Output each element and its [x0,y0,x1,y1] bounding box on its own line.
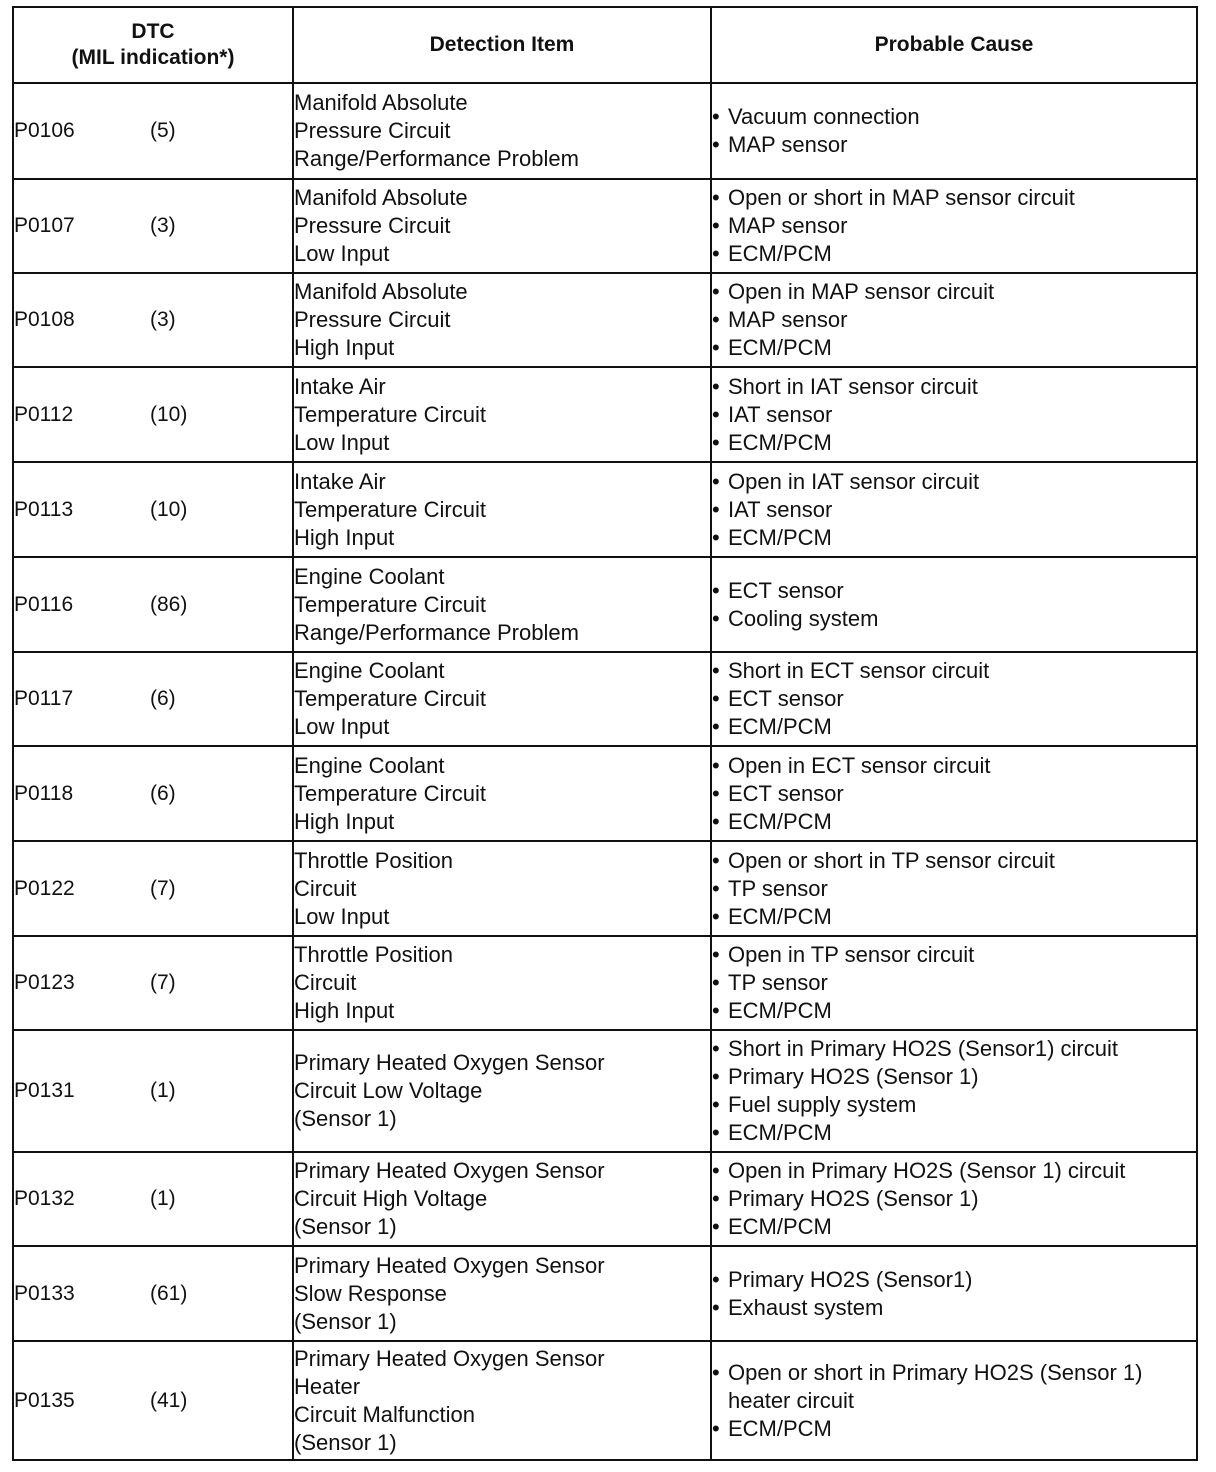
dtc-code: P0122 [14,876,75,900]
detection-item-line: Pressure Circuit [294,307,451,332]
probable-cause-item: • Open in IAT sensor circuit [712,468,1196,496]
probable-cause-list [712,941,1196,1025]
probable-cause-item: • ECM/PCM [712,240,1196,268]
probable-cause-item: • MAP sensor [712,131,1196,159]
dtc-cell [13,936,293,1030]
table-row [13,1030,1197,1152]
detection-item-cell [293,273,711,367]
detection-item-cell [293,936,711,1030]
probable-cause-item: • ECM/PCM [712,713,1196,741]
mil-indication: (6) [150,687,176,710]
probable-cause-item: • IAT sensor [712,496,1196,524]
mil-indication: (61) [150,1281,188,1305]
table-row [13,841,1197,936]
table-row [13,83,1197,179]
detection-item-line: (Sensor 1) [294,1214,397,1239]
dtc-header-line2: (MIL indication*) [71,46,235,69]
probable-cause-item: • Open in Primary HO2S (Sensor 1) circuit [712,1157,1196,1185]
probable-cause-cell [711,557,1197,652]
detection-item-cell [293,83,711,179]
probable-cause-list [712,577,1196,633]
mil-indication: (7) [150,971,176,994]
mil-indication: (6) [150,781,176,805]
detection-item-line: Low Input [294,429,390,455]
detection-item-line: Manifold Absolute [294,279,468,304]
table-row [13,557,1197,652]
probable-cause-item: • ECM/PCM [712,1415,1196,1443]
probable-cause-item: • ECM/PCM [712,334,1196,362]
detection-item-line: High Input [294,808,395,834]
cause-column-header: Probable Cause [711,7,1197,83]
detection-item-cell [293,1341,711,1460]
detection-item-line: Temperature Circuit [294,496,486,522]
detection-item-cell [293,557,711,652]
probable-cause-cell [711,841,1197,936]
mil-indication: (5) [150,119,176,142]
probable-cause-cell [711,1152,1197,1246]
probable-cause-item: • Short in Primary HO2S (Sensor1) circuit [712,1035,1196,1063]
detection-item-cell [293,1152,711,1246]
probable-cause-item: • Short in ECT sensor circuit [712,657,1196,685]
detection-item-line: Heater [294,1373,361,1399]
mil-indication: (3) [150,214,176,237]
dtc-code: P0123 [14,971,75,994]
detection-item-line: Temperature Circuit [294,780,486,806]
probable-cause-item: • Short in IAT sensor circuit [712,373,1196,401]
probable-cause-item: • Open or short in MAP sensor circuit [712,184,1196,212]
dtc-code: P0116 [14,592,74,616]
probable-cause-item: • Open or short in TP sensor circuit [712,847,1196,875]
probable-cause-item: • Open in TP sensor circuit [712,941,1196,969]
detection-item-line: Primary Heated Oxygen Sensor [294,1158,605,1183]
probable-cause-item: • Primary HO2S (Sensor1) [712,1266,1196,1294]
detection-item-line: Slow Response [294,1280,447,1306]
detection-item-line: Engine Coolant [294,658,445,683]
dtc-code: P0135 [14,1388,75,1412]
detection-item-line: High Input [294,998,395,1023]
probable-cause-cell [711,1246,1197,1341]
table-row [13,367,1197,462]
table-row [13,652,1197,746]
probable-cause-cell [711,1030,1197,1152]
mil-indication: (41) [150,1388,188,1412]
probable-cause-item: • ECT sensor [712,577,1196,605]
probable-cause-list [712,103,1196,159]
probable-cause-item: • Open in MAP sensor circuit [712,278,1196,306]
detection-item-line: Circuit Malfunction [294,1401,475,1427]
probable-cause-list [712,1035,1196,1147]
probable-cause-item: • TP sensor [712,969,1196,997]
probable-cause-item: • IAT sensor [712,401,1196,429]
probable-cause-item: • ECT sensor [712,685,1196,713]
detection-item-cell [293,746,711,841]
detection-item-line: Engine Coolant [294,563,445,589]
table-row [13,746,1197,841]
probable-cause-item: • TP sensor [712,875,1196,903]
dtc-cell [13,83,293,179]
detection-item-line: Circuit [294,875,357,901]
detection-column-header: Detection Item [293,7,711,83]
probable-cause-list [712,278,1196,362]
mil-indication: (1) [150,1079,176,1102]
table-body [13,83,1197,1460]
detection-item-line: Temperature Circuit [294,401,486,427]
detection-item-line: Circuit High Voltage [294,1186,488,1211]
probable-cause-item: • ECM/PCM [712,808,1196,836]
detection-item-line: Primary Heated Oxygen Sensor [294,1252,605,1278]
detection-item-cell [293,652,711,746]
dtc-header-line1: DTC [131,20,175,43]
probable-cause-item: • MAP sensor [712,212,1196,240]
detection-item-line: Primary Heated Oxygen Sensor [294,1050,605,1075]
probable-cause-item: • Open in ECT sensor circuit [712,752,1196,780]
detection-item-cell [293,367,711,462]
probable-cause-cell [711,273,1197,367]
probable-cause-cell [711,83,1197,179]
probable-cause-cell [711,462,1197,557]
probable-cause-item: • ECM/PCM [712,524,1196,552]
mil-indication: (3) [150,308,176,331]
probable-cause-item: • Cooling system [712,605,1196,633]
dtc-cell [13,1030,293,1152]
probable-cause-item: • ECM/PCM [712,1119,1196,1147]
probable-cause-list [712,657,1196,741]
probable-cause-cell [711,652,1197,746]
table-row [13,462,1197,557]
probable-cause-item: • ECM/PCM [712,903,1196,931]
probable-cause-item: • ECM/PCM [712,429,1196,457]
detection-item-line: Pressure Circuit [294,213,451,238]
table-row [13,1152,1197,1246]
dtc-cell [13,1152,293,1246]
detection-item-line: Intake Air [294,373,386,399]
dtc-cell [13,841,293,936]
table-row [13,1246,1197,1341]
dtc-cell [13,273,293,367]
detection-item-line: (Sensor 1) [294,1429,397,1455]
mil-indication: (86) [150,592,188,616]
detection-item-cell [293,841,711,936]
mil-indication: (1) [150,1187,176,1210]
mil-indication: (7) [150,876,176,900]
detection-item-line: Manifold Absolute [294,90,468,115]
table-row [13,936,1197,1030]
probable-cause-list [712,468,1196,552]
detection-item-line: Low Input [294,241,390,266]
dtc-cell [13,1246,293,1341]
probable-cause-item: • Vacuum connection [712,103,1196,131]
detection-item-line: Pressure Circuit [294,118,451,143]
dtc-code: P0106 [14,119,75,142]
dtc-code: P0107 [14,214,75,237]
detection-item-cell [293,179,711,273]
probable-cause-item: • Exhaust system [712,1294,1196,1322]
dtc-code: P0117 [14,687,74,710]
dtc-cell [13,179,293,273]
detection-item-line: (Sensor 1) [294,1106,397,1131]
detection-item-line: High Input [294,524,395,550]
probable-cause-list [712,1359,1196,1443]
detection-item-line: Temperature Circuit [294,591,486,617]
detection-item-line: Circuit [294,970,357,995]
mil-indication: (10) [150,402,188,426]
probable-cause-list [712,847,1196,931]
probable-cause-cell [711,1341,1197,1460]
dtc-code: P0112 [14,402,74,426]
table-row [13,179,1197,273]
detection-item-line: Primary Heated Oxygen Sensor [294,1345,605,1371]
detection-item-cell [293,462,711,557]
probable-cause-list [712,184,1196,268]
detection-item-line: (Sensor 1) [294,1308,397,1334]
probable-cause-item: • MAP sensor [712,306,1196,334]
dtc-cell [13,746,293,841]
detection-item-line: Manifold Absolute [294,185,468,210]
detection-item-line: Throttle Position [294,942,453,967]
detection-item-line: Range/Performance Problem [294,146,579,171]
table-header-row [13,7,1197,83]
dtc-code: P0113 [14,497,74,521]
dtc-code: P0133 [14,1281,75,1305]
probable-cause-item: • Fuel supply system [712,1091,1196,1119]
table-row [13,1341,1197,1460]
dtc-table [12,6,1198,1461]
table-row [13,273,1197,367]
mil-indication: (10) [150,497,188,521]
detection-item-cell [293,1246,711,1341]
detection-item-line: Low Input [294,714,390,739]
probable-cause-cell [711,179,1197,273]
probable-cause-cell [711,746,1197,841]
detection-item-line: Throttle Position [294,847,453,873]
detection-item-line: Intake Air [294,468,386,494]
dtc-column-header [13,7,293,83]
probable-cause-list [712,373,1196,457]
probable-cause-item: • Primary HO2S (Sensor 1) [712,1063,1196,1091]
detection-item-line: Temperature Circuit [294,686,486,711]
dtc-cell [13,557,293,652]
dtc-code: P0108 [14,308,75,331]
probable-cause-item: • ECM/PCM [712,997,1196,1025]
detection-item-line: Range/Performance Problem [294,619,579,645]
probable-cause-item: • ECT sensor [712,780,1196,808]
detection-item-line: Engine Coolant [294,752,445,778]
dtc-cell [13,462,293,557]
dtc-cell [13,652,293,746]
detection-item-line: Low Input [294,903,390,929]
probable-cause-item: • Primary HO2S (Sensor 1) [712,1185,1196,1213]
probable-cause-cell [711,936,1197,1030]
detection-item-line: High Input [294,335,395,360]
dtc-code: P0118 [14,781,74,805]
probable-cause-list [712,752,1196,836]
probable-cause-list [712,1266,1196,1322]
probable-cause-cell [711,367,1197,462]
dtc-code: P0132 [14,1187,75,1210]
dtc-cell [13,367,293,462]
dtc-code: P0131 [14,1079,75,1102]
probable-cause-item: • Open or short in Primary HO2S (Sensor 1) heater circuit [712,1359,1196,1415]
detection-item-line: Circuit Low Voltage [294,1078,483,1103]
probable-cause-list [712,1157,1196,1241]
dtc-cell [13,1341,293,1460]
detection-item-cell [293,1030,711,1152]
probable-cause-item: • ECM/PCM [712,1213,1196,1241]
